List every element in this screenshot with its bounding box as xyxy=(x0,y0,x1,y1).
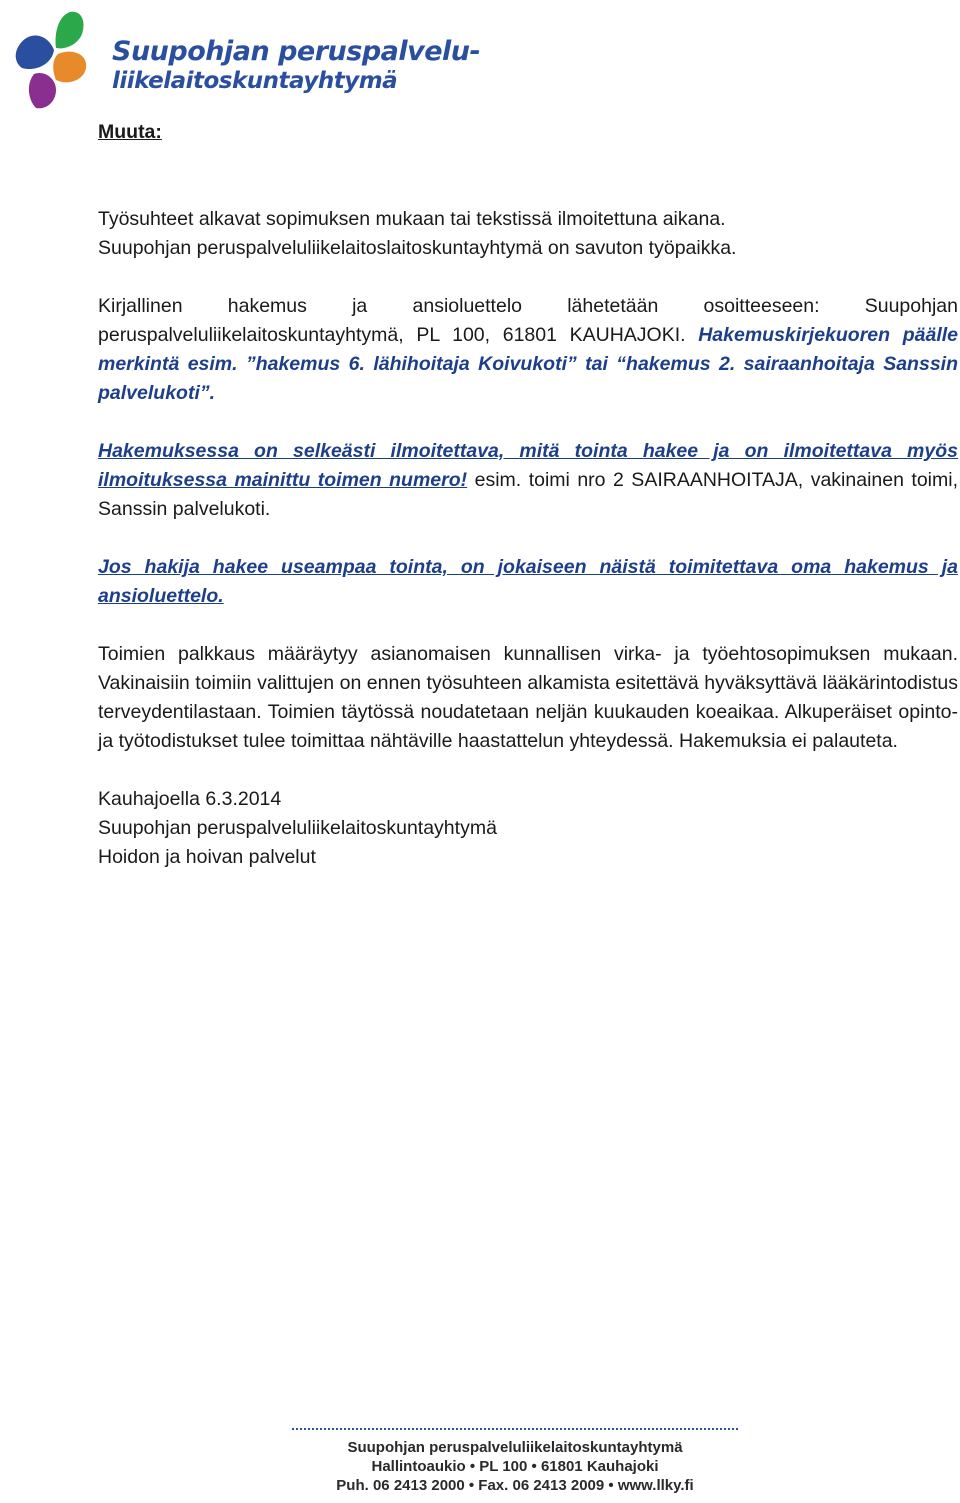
employment-start-text: Työsuhteet alkavat sopimuksen mukaan tai tekstissä ilmoitettuna aikana. xyxy=(98,208,726,230)
document-body xyxy=(98,118,958,872)
page-footer xyxy=(290,1428,740,1495)
spacer xyxy=(98,263,958,292)
smoke-free-text: Suupohjan peruspalveluliikelaitoslaitoskuntayhtymä on savuton työpaikka. xyxy=(98,237,737,259)
multiple-positions-instruction: Jos hakija hakee useampaa tointa, on jokaiseen näistä toimitettava oma hakemus ja ansioluettelo. xyxy=(98,556,958,607)
position-number-example: esim. toimi nro 2 SAIRAANHOITAJA, vakinainen toimi, Sanssin palvelukoti. xyxy=(98,469,958,520)
salary-terms-paragraph: Toimien palkkaus määräytyy asianomaisen kunnallisen virka- ja työehtosopimuksen mukaan. Vakinaisiin toimiin valittujen on ennen työsuhteen alkamista esitettävä hyväksyttävä lääkärintodistus terveydentilastaan. Toimien täytössä noudatetaan neljän kuukauden koeaikaa. Alkuperäiset opinto- ja työtodistukset tulee toimittaa nähtäville haastattelun yhteydessä. Hakemuksia ei palauteta. xyxy=(98,643,958,752)
organization-logo xyxy=(12,8,481,118)
spacer xyxy=(98,408,958,437)
logo-org-name-line1: Suupohjan peruspalvelu- xyxy=(112,36,481,67)
footer-org-name: Suupohjan peruspalveluliikelaitoskuntayhtymä xyxy=(347,1439,683,1456)
spacer xyxy=(98,176,958,205)
section-heading: Muuta: xyxy=(98,121,162,143)
position-number-paragraph xyxy=(98,437,958,524)
logo-mark-icon xyxy=(12,8,112,118)
application-address-paragraph xyxy=(98,292,958,408)
application-address-text: Kirjallinen hakemus ja ansioluettelo lähetetään osoitteeseen: Suupohjan peruspalveluliikelaitoskuntayhtymä, PL 100, 61801 KAUHAJOKI. xyxy=(98,295,958,346)
signature-organization: Suupohjan peruspalveluliikelaitoskuntayhtymä xyxy=(98,817,497,839)
footer-divider xyxy=(292,1428,738,1430)
logo-org-name-line2: liikelaitoskuntayhtymä xyxy=(112,68,398,94)
signature-unit: Hoidon ja hoivan palvelut xyxy=(98,846,316,868)
spacer xyxy=(98,524,958,553)
footer-contact: Puh. 06 2413 2000 • Fax. 06 2413 2009 • www.llky.fi xyxy=(336,1477,694,1494)
envelope-marking-instruction: Hakemuskirjekuoren päälle merkintä esim. ”hakemus 6. lähihoitaja Koivukoti” tai “hakemus 2. sairaanhoitaja Sanssin palvelukoti”. xyxy=(98,324,958,404)
spacer xyxy=(98,611,958,640)
position-number-instruction: Hakemuksessa on selkeästi ilmoitettava, mitä tointa hakee ja on ilmoitettava myös ilmoituksessa mainittu toimen numero! xyxy=(98,440,958,491)
signature-place-date: Kauhajoella 6.3.2014 xyxy=(98,788,282,810)
spacer xyxy=(98,756,958,785)
footer-address: Hallintoaukio • PL 100 • 61801 Kauhajoki xyxy=(371,1458,659,1475)
